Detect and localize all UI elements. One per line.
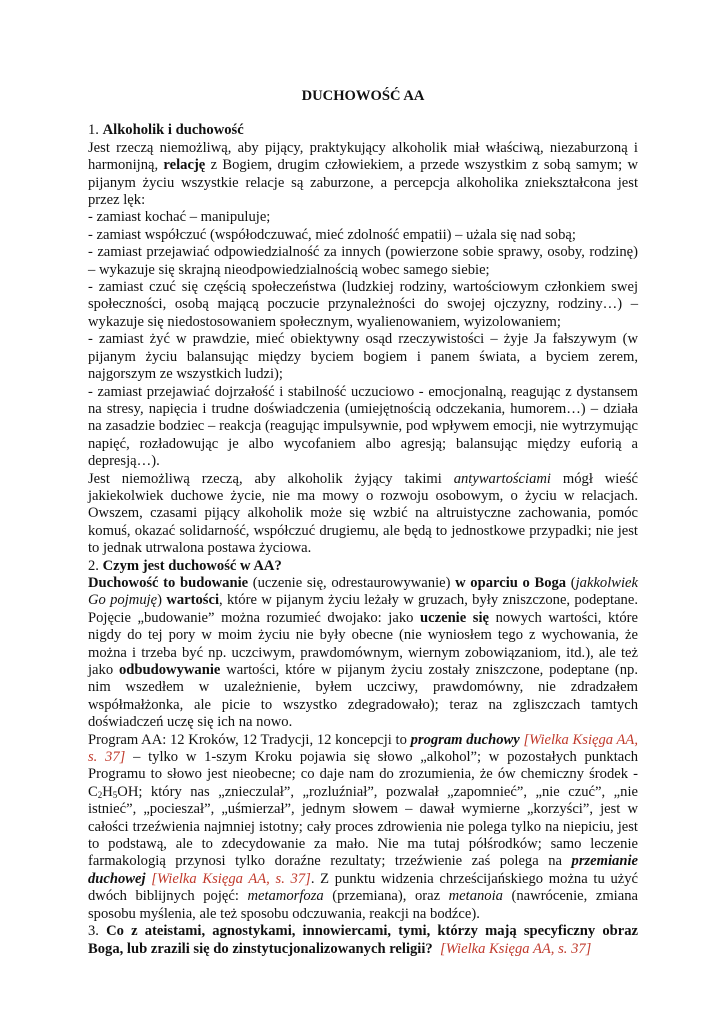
section-number: 1. [88,122,103,139]
section-2-heading [88,558,638,575]
text-run: mógł wieść jakiekolwiek duchowe życie, nie ma mowy o rozwoju osobowym, o życiu w relacjach. Owszem, czasami pijący alkoholik może się wzbić na altruistyczne zachowania, pomóc komuś, okazać solidarność, współczuć drugiemu, ale będą to jednostkowe przypadki; nie jest to jednak utrwalona postawa życiowa. [88,470,638,557]
subscript: 5 [112,789,118,800]
citation: [Wielka Księga AA, s. 37] [88,731,638,766]
citation: [Wielka Księga AA, s. 37] [440,940,592,957]
text-run: Program AA: 12 Kroków, 12 Tradycji, 12 koncepcji to [88,731,411,748]
italic-run: metanoia [448,888,503,905]
italic-run: antywartościami [453,470,551,487]
bold-run: wartości [166,592,219,609]
subscript: 2 [97,789,103,800]
section-1-heading [88,122,638,139]
bold-italic-run: program duchowy [410,731,520,748]
text-run: (przemiana), oraz [323,888,449,905]
section-number: 2. [88,557,103,574]
section-2-paragraph-1 [88,575,638,732]
list-item: - zamiast czuć się częścią społeczeństwa (ludzkiej rodziny, wartościowym członkiem swej społeczności, osobą mającą poczucie przynależności do swojej ojczyzny, rodziny…) – wykazuje się niedostosowaniem społecznym, wyalienowaniem, wyizolowaniem; [88,279,638,330]
section-title: Czym jest duchowość w AA? [102,557,282,574]
text-run: – tylko w 1-szym Kroku pojawia się słowo „alkohol”; w pozostałych punktach Programu to słowo jest nieobecne; co daje nam do zrozumienia, że ów chemiczny środek - C [88,749,639,800]
text-run: OH; który nas „znieczulał”, „rozluźniał”, pozwalał „zapomnieć”, „nie czuć”, „nie istnieć”, „pocieszał”, „uśmierzał”, jednym słowem – dawał wymierne „korzyści”, jest w całości trzeźwienia najmniej istotny; cały proces zdrowienia nie polega tylko na niepiciu, jest to podstawą, ale to zdecydowanie za mało. Nie ma tutaj półśrodków; samo leczenie farmakologią przynosi tylko doraźne rezultaty; trzeźwienie zaś polega na [88,783,638,870]
section-1-intro [88,140,638,210]
bold-run: w oparciu o Boga [455,574,567,591]
section-title: Alkoholik i duchowość [102,122,244,139]
bold-italic-run: przemianie duchowej [88,853,638,887]
section-1-conclusion [88,471,638,558]
bold-run: uczenie się [420,609,489,626]
list-item: - zamiast kochać – manipuluje; [88,209,271,226]
bold-run: relację [163,157,206,174]
bold-run: Duchowość to budowanie [88,574,249,591]
text-run: Jest niemożliwą rzeczą, aby alkoholik żyjący takimi [88,470,454,487]
text-run: wartości, które w pijanym życiu zostały zniszczone, podeptane (np. nim wszedłem w uzależnienie, byłem uczciwy, prawdomówny, nie zdradzałem współmałżonka, ale picie to wszystko zdegradowało); teraz na zgliszczach tamtych doświadczeń uczę się ich na nowo. [88,662,638,731]
text-run: (uczenie się, odrestaurowywanie) [248,574,456,591]
list-item: - zamiast przejawiać odpowiedzialność za innych (powierzone sobie sprawy, osoby, rodzinę) – wykazuje się skrajną nieodpowiedzialnością wobec samego siebie; [88,244,638,278]
text-run: . Z punktu widzenia chrześcijańskiego można tu użyć dwóch biblijnych pojęć: [88,870,638,905]
italic-run: jakkolwiek Go pojmuję [88,574,639,609]
list-item: - zamiast przejawiać dojrzałość i stabilność uczuciowo - emocjonalną, reagując z dystansem na stresy, napięcia i trudne doświadczenia (umiejętnością odczekania, humorem…) – działa na zasadzie bodziec – reakcja (reagując impulsywnie, pod wpływem emocji, nie wytrzymując napięć, rozładowując je albo wycofaniem albo agresją; balansując między euforią a depresją…). [88,383,638,470]
text-run: Jest rzeczą niemożliwą, aby pijący, praktykujący alkoholik miał właściwą, niezaburzoną i harmonijną, [88,139,638,174]
section-title: Co z ateistami, agnostykami, innowiercami, tymi, którzy mają specyficzny obraz Boga, lub zrazili się do zinstytucjonalizowanych religii? [88,923,638,957]
text-run: , które w pijanym życiu leżały w gruzach, były zniszczone, podeptane. Pojęcie „budowanie” można rozumieć dwojako: jako [88,592,638,626]
section-3-heading [88,923,638,958]
citation: [Wielka Księga AA, s. 37] [151,870,311,887]
page-title: DUCHOWOŚĆ AA [301,88,425,104]
text-run: nowych wartości, które nigdy do tej pory w moim życiu nie były obecne (nie wyniosłem tego z wychowania, że można i trzeba być np. uczciwym, prawdomównym, wiernym zobowiązaniom, itd.), ale też jako [88,609,638,678]
italic-run: metamorfoza [247,888,324,905]
section-2-paragraph-2 [88,732,638,923]
text-run: (nawrócenie, zmiana sposobu myślenia, ale też sposobu odczuwania, reakcji na bodźce). [88,888,638,922]
list-item: - zamiast współczuć (współodczuwać, mieć zdolność empatii) – użala się nad sobą; [88,226,576,243]
bold-run: odbudowywanie [118,662,221,678]
text-run: ) [157,592,167,609]
text-run: z Bogiem, drugim człowiekiem, a przede wszystkim z sobą samym; w pijanym życiu wszystkie relacje są zaburzone, a percepcja alkoholika zniekształcona jest przez lęk: [88,157,639,209]
document-page [88,88,638,958]
text-run: ( [566,574,576,591]
section-number: 3. [88,923,107,940]
list-item: - zamiast żyć w prawdzie, mieć obiektywny osąd rzeczywistości – żyje Ja fałszywym (w pijanym życiu balansując między byciem bogiem i panem świata, a byciem zerem, najgorszym ze wszystkich ludzi); [88,331,638,383]
text-run: H [102,783,113,800]
